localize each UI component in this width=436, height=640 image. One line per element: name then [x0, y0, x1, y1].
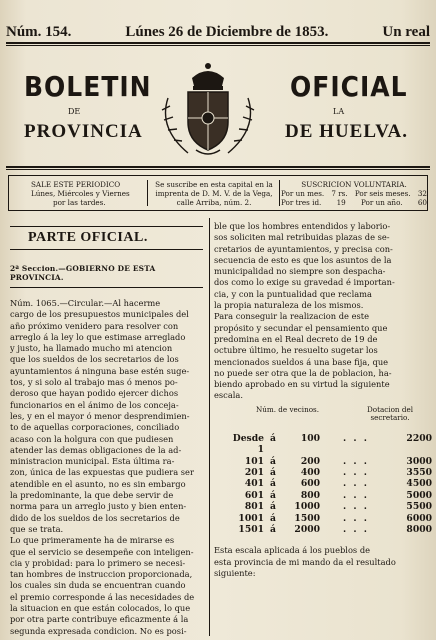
table-cell: . . .: [343, 489, 369, 501]
masthead-rule-thin: [6, 45, 430, 46]
text-line: el premio corresponde á las necesidades de: [10, 591, 195, 602]
title-de-huelva: DE HUELVA.: [285, 121, 408, 142]
table-cell: 2000: [294, 524, 320, 535]
title-boletin: BOLETIN: [24, 70, 152, 103]
text-line: esta provincia de mi mando da el resultado: [214, 556, 396, 567]
table-row: [214, 524, 432, 535]
text-line: segunda expresada condicion. No es posi-: [10, 625, 187, 636]
table-row: [214, 466, 432, 478]
column-separator: [209, 218, 210, 636]
issue-price: Un real: [382, 24, 430, 40]
salary-table-header: [214, 402, 427, 423]
table-cell: 201: [244, 466, 264, 478]
text-line: cia y probidad: para lo primero se necesi-: [10, 557, 186, 568]
title-la: LA: [333, 107, 345, 116]
table-cell: 2200: [406, 432, 432, 444]
table-cell: 600: [300, 478, 320, 490]
table-cell: 100: [300, 432, 320, 444]
text-line: la propia naturaleza de los mismos.: [214, 300, 364, 311]
table-cell: 101: [244, 455, 264, 467]
text-line: que se trata.: [10, 523, 64, 534]
text-line: no puede ser otra que la de poblacion, ha-: [214, 367, 392, 378]
table-row: [214, 478, 432, 490]
table-cell: . . .: [343, 524, 369, 535]
table-row: [214, 432, 432, 456]
text-line: dido de los sueldos de los secretarios de: [10, 512, 180, 523]
text-line: les, y en el mayor ó menor desprendimien-: [10, 410, 190, 421]
text-line: cretarios de ayuntamientos, y precisa con-: [214, 243, 393, 254]
right-article-text: [214, 221, 427, 402]
table-cell: 8000: [406, 524, 432, 535]
subscription-info-box: [8, 175, 428, 211]
text-line: escala.: [214, 390, 243, 401]
text-line: octubre último, he resuelto sugetar los: [214, 345, 378, 356]
coat-of-arms-icon: [148, 58, 268, 162]
text-line: atender las demas obligaciones de la ad-: [10, 444, 182, 455]
text-line: zon, única de las expuestas que pudiera ser: [10, 467, 194, 478]
table-row: [214, 512, 432, 524]
text-line: biendo aprobado en su virtud la siguiente: [214, 379, 390, 390]
table-cell: Desde 1: [232, 432, 264, 456]
table-cell: 200: [300, 455, 320, 467]
left-column: [10, 221, 203, 637]
text-line: Núm. 1065.—Circular.—Al hacerme: [10, 298, 161, 308]
text-line: sos soliciten mal retribuidas plazas de se-: [214, 232, 390, 243]
masthead-topline: [6, 24, 430, 41]
text-line: dos como lo exige su gravedad é importan-: [214, 277, 395, 288]
table-cell: 3000: [406, 455, 432, 467]
text-line: los cuales sin duda se encuentran cuando: [10, 580, 186, 591]
table-cell: . . .: [343, 512, 369, 524]
table-cell: 3550: [406, 466, 432, 478]
table-cell: á: [270, 489, 276, 501]
table-cell: 1001: [238, 512, 264, 524]
text-line: secuencia de esto es que los asuntos de la: [214, 254, 392, 265]
text-line: tan hombres de instruccion proporcionada,: [10, 569, 193, 580]
text-line: deroso que hayan podido ejercer dichos: [10, 388, 179, 399]
info-separator: [279, 180, 280, 206]
text-line: acaso con la holgura con que pudiesen: [10, 433, 174, 444]
right-article-end: [214, 545, 427, 579]
text-line: siguiente:: [214, 568, 256, 578]
table-head-vecinos: Núm. de vecinos.: [256, 404, 320, 414]
text-line: arreglo á la ley lo que estimase arreglado: [10, 331, 186, 342]
masthead-rule: [6, 42, 430, 44]
table-row: [214, 455, 432, 467]
text-line: to de aquellas corporaciones, conciliado: [10, 422, 180, 433]
text-line: mencionados sueldos á una base fija, que: [214, 356, 389, 367]
table-cell: á: [270, 455, 276, 467]
publication-schedule: SALE ESTE PERIODICO Lúnes, Miércoles y Viernes por las tardes.: [31, 180, 130, 207]
table-cell: 800: [300, 489, 320, 501]
text-line: funcionarios en el ánimo de los conceja-: [10, 399, 179, 410]
table-cell: . . .: [343, 455, 369, 467]
subscription-prices: SUSCRICION VOLUNTARIA. Por un mes. 7 rs. Por seis meses. 32 Por tres id. 19 Por un año. 60: [281, 180, 427, 207]
salary-table: [214, 423, 432, 536]
table-cell: 400: [300, 466, 320, 478]
table-cell: 1500: [294, 512, 320, 524]
title-de: DE: [68, 107, 81, 116]
table-cell: 6000: [406, 512, 432, 524]
text-line: ayuntamientos á ninguna base estén suge-: [10, 365, 190, 376]
info-separator: [147, 180, 148, 206]
table-cell: 601: [244, 489, 264, 501]
table-cell: 1501: [238, 524, 264, 535]
text-line: propósito y secundar el pensamiento que: [214, 322, 388, 333]
text-line: por otra parte contribuye eficazmente á la: [10, 614, 189, 625]
text-line: norma para un arreglo justo y bien enten-: [10, 501, 187, 512]
table-cell: á: [270, 512, 276, 524]
title-rule: [6, 166, 430, 168]
table-cell: . . .: [343, 501, 369, 513]
text-line: que los sueldos de los secretarios de los: [10, 354, 179, 365]
right-column: [214, 221, 432, 579]
table-cell: á: [270, 478, 276, 490]
table-cell: 5500: [406, 501, 432, 513]
table-cell: 801: [244, 501, 264, 513]
text-line: ministracion municipal. Esta última ra-: [10, 456, 175, 467]
text-line: la situacion en que están colocados, lo que: [10, 603, 191, 614]
text-line: cia, y con la puntualidad que reclama: [214, 288, 372, 299]
subscription-address: Se suscribe en esta capital en la imprenta de D. M. V. de la Vega, calle Arriba, núm. 2.: [155, 180, 273, 207]
text-line: Lo que primeramente ha de mirarse es: [10, 535, 175, 546]
table-cell: 4500: [406, 478, 432, 490]
text-line: que el servicio se desempeñe con inteligen-: [10, 546, 194, 557]
section-title: PARTE OFICIAL.: [10, 226, 203, 250]
text-line: ble que los hombres entendidos y laborio-: [214, 221, 391, 231]
table-head-dotacion: Dotacion del secretario.: [367, 404, 413, 423]
table-cell: á: [270, 432, 276, 444]
table-cell: 1000: [294, 501, 320, 513]
price-row: Por un mes. 7 rs. Por seis meses. 32: [281, 189, 427, 198]
table-cell: . . .: [343, 466, 369, 478]
title-rule-thin: [6, 169, 430, 170]
text-line: año próximo venidero para resolver con: [10, 320, 179, 331]
table-cell: . . .: [343, 478, 369, 490]
text-line: tos, y si solo al trabajo mas ó menos po-: [10, 377, 178, 388]
table-cell: á: [270, 501, 276, 513]
text-line: y justo, ha llamado mucho mi atencion: [10, 343, 173, 354]
text-line: la predominante, la que debe servir de: [10, 490, 174, 501]
title-provincia: PROVINCIA: [24, 121, 143, 142]
left-article-text: [10, 298, 203, 637]
table-cell: á: [270, 466, 276, 478]
table-cell: 401: [244, 478, 264, 490]
price-row: Por tres id. 19 Por un año. 60: [281, 198, 427, 207]
issue-number: Núm. 154.: [6, 24, 72, 40]
text-line: Esta escala aplicada á los pueblos de: [214, 545, 371, 556]
text-line: cargo de los presupuestos municipales del: [10, 309, 189, 320]
title-oficial: OFICIAL: [290, 70, 408, 103]
table-cell: . . .: [343, 432, 369, 444]
table-cell: á: [270, 524, 276, 535]
section-subtitle: 2ª Seccion.—GOBIERNO DE ESTA PROVINCIA.: [10, 258, 203, 288]
table-row: [214, 501, 432, 513]
text-line: municipalidad no siempre son despacha-: [214, 266, 386, 277]
issue-date: Lúnes 26 de Diciembre de 1853.: [125, 24, 329, 40]
table-cell: 5000: [406, 489, 432, 501]
table-row: [214, 489, 432, 501]
text-line: predomina en el Real decreto de 19 de: [214, 333, 378, 344]
text-line: atendible en el asunto, no es sin embargo: [10, 478, 186, 489]
text-line: Para conseguir la realizacion de este: [214, 311, 370, 322]
